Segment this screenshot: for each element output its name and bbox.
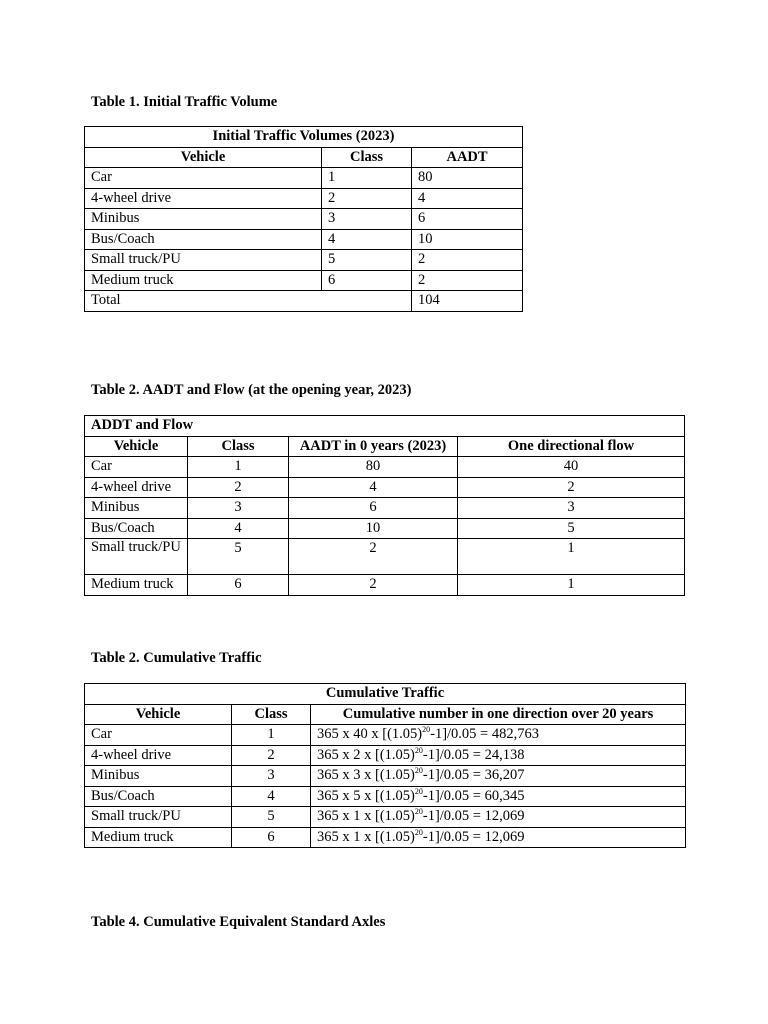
aadt-cell: 10 [289, 518, 458, 539]
table-row [85, 786, 686, 807]
table-row [85, 270, 523, 291]
table3-header-cumulative: Cumulative number in one direction over 20 years [311, 704, 686, 725]
table1-total-label: Total [85, 291, 412, 312]
table1-header-vehicle: Vehicle [85, 147, 322, 168]
formula-exponent: 20 [422, 725, 431, 734]
aadt-cell: 4 [412, 188, 523, 209]
formula-suffix: -1]/0.05 = 12,069 [422, 808, 525, 824]
vehicle-cell: Car [85, 168, 322, 189]
table1-caption: Table 1. Initial Traffic Volume [91, 94, 278, 110]
vehicle-cell: Medium truck [85, 270, 322, 291]
vehicle-cell: Bus/Coach [85, 518, 188, 539]
table-row [85, 725, 686, 746]
formula-prefix: 365 x 40 x [(1.05) [317, 726, 423, 742]
table3-caption: Table 2. Cumulative Traffic [91, 650, 262, 666]
table1-header-class: Class [322, 147, 412, 168]
formula-prefix: 365 x 3 x [(1.05) [317, 767, 415, 783]
aadt-cell: 2 [289, 575, 458, 596]
table-row [85, 575, 685, 596]
aadt-cell: 80 [412, 168, 523, 189]
formula-suffix: -1]/0.05 = 36,207 [422, 767, 525, 783]
table-row [85, 457, 685, 478]
vehicle-cell: Car [85, 725, 232, 746]
formula-suffix: -1]/0.05 = 12,069 [422, 828, 525, 845]
vehicle-cell: Small truck/PU [85, 539, 188, 575]
table-row [85, 745, 686, 766]
formula-exponent: 20 [414, 807, 423, 816]
formula-prefix: 365 x 5 x [(1.05) [317, 787, 415, 804]
class-cell: 5 [232, 807, 311, 828]
class-cell: 6 [322, 270, 412, 291]
formula-exponent: 20 [414, 827, 423, 837]
initial-traffic-table [84, 126, 523, 312]
table4-caption: Table 4. Cumulative Equivalent Standard Axles [91, 914, 386, 930]
table2-header-vehicle: Vehicle [85, 436, 188, 457]
class-cell: 6 [188, 575, 289, 596]
class-cell: 2 [322, 188, 412, 209]
table-row [85, 498, 685, 519]
class-cell: 4 [232, 786, 311, 807]
vehicle-cell: Small truck/PU [85, 807, 232, 828]
vehicle-cell: 4-wheel drive [85, 188, 322, 209]
vehicle-cell: Minibus [85, 209, 322, 230]
class-cell: 3 [322, 209, 412, 230]
formula-exponent: 20 [414, 745, 423, 755]
table-row [85, 807, 686, 828]
cumulative-formula-cell [311, 807, 686, 828]
flow-cell: 5 [458, 518, 685, 539]
aadt-cell: 2 [412, 270, 523, 291]
class-cell: 1 [188, 457, 289, 478]
vehicle-cell: Small truck/PU [85, 250, 322, 271]
table-row [85, 766, 686, 787]
formula-prefix: 365 x 2 x [(1.05) [317, 746, 415, 763]
table2-header-class: Class [188, 436, 289, 457]
formula-exponent: 20 [414, 766, 423, 775]
table-row [85, 168, 523, 189]
aadt-cell: 4 [289, 477, 458, 498]
flow-cell: 2 [458, 477, 685, 498]
table3-title: Cumulative Traffic [85, 684, 686, 705]
formula-prefix: 365 x 1 x [(1.05) [317, 828, 415, 845]
cumulative-formula-cell [311, 745, 686, 766]
vehicle-cell: Minibus [85, 766, 232, 787]
table2-caption: Table 2. AADT and Flow (at the opening year, 2023) [91, 382, 412, 398]
table3-header-class: Class [232, 704, 311, 725]
cumulative-formula-cell [311, 827, 686, 848]
class-cell: 4 [322, 229, 412, 250]
table-row [85, 827, 686, 848]
class-cell: 1 [322, 168, 412, 189]
formula-exponent: 20 [414, 786, 423, 796]
aadt-flow-table [84, 415, 685, 596]
table-row [85, 209, 523, 230]
vehicle-cell: Car [85, 457, 188, 478]
table2-header-flow: One directional flow [458, 436, 685, 457]
table2-title: ADDT and Flow [85, 416, 685, 437]
class-cell: 5 [322, 250, 412, 271]
aadt-cell: 6 [412, 209, 523, 230]
vehicle-cell: Bus/Coach [85, 786, 232, 807]
cumulative-formula-cell [311, 786, 686, 807]
cumulative-formula-cell [311, 725, 686, 746]
table-row [85, 518, 685, 539]
aadt-cell: 80 [289, 457, 458, 478]
vehicle-cell: Bus/Coach [85, 229, 322, 250]
flow-cell: 3 [458, 498, 685, 519]
aadt-cell: 2 [289, 539, 458, 575]
table-row [85, 477, 685, 498]
cumulative-traffic-table [84, 683, 686, 848]
vehicle-cell: Medium truck [85, 827, 232, 848]
table-row [85, 539, 685, 575]
formula-prefix: 365 x 1 x [(1.05) [317, 808, 415, 824]
class-cell: 5 [188, 539, 289, 575]
table1-header-aadt: AADT [412, 147, 523, 168]
class-cell: 3 [232, 766, 311, 787]
vehicle-cell: Minibus [85, 498, 188, 519]
class-cell: 4 [188, 518, 289, 539]
table3-header-vehicle: Vehicle [85, 704, 232, 725]
table1-title: Initial Traffic Volumes (2023) [85, 127, 523, 148]
table-row [85, 250, 523, 271]
table-row [85, 188, 523, 209]
class-cell: 2 [188, 477, 289, 498]
flow-cell: 40 [458, 457, 685, 478]
formula-suffix: -1]/0.05 = 482,763 [430, 726, 539, 742]
flow-cell: 1 [458, 539, 685, 575]
table-row [85, 229, 523, 250]
vehicle-cell: Medium truck [85, 575, 188, 596]
class-cell: 1 [232, 725, 311, 746]
formula-suffix: -1]/0.05 = 24,138 [422, 746, 525, 763]
class-cell: 2 [232, 745, 311, 766]
aadt-cell: 10 [412, 229, 523, 250]
cumulative-formula-cell [311, 766, 686, 787]
table2-header-aadt: AADT in 0 years (2023) [289, 436, 458, 457]
formula-suffix: -1]/0.05 = 60,345 [422, 787, 525, 804]
flow-cell: 1 [458, 575, 685, 596]
aadt-cell: 6 [289, 498, 458, 519]
vehicle-cell: 4-wheel drive [85, 745, 232, 766]
class-cell: 3 [188, 498, 289, 519]
vehicle-cell: 4-wheel drive [85, 477, 188, 498]
aadt-cell: 2 [412, 250, 523, 271]
table1-total-row [85, 291, 523, 312]
class-cell: 6 [232, 827, 311, 848]
table1-total-value: 104 [412, 291, 523, 312]
